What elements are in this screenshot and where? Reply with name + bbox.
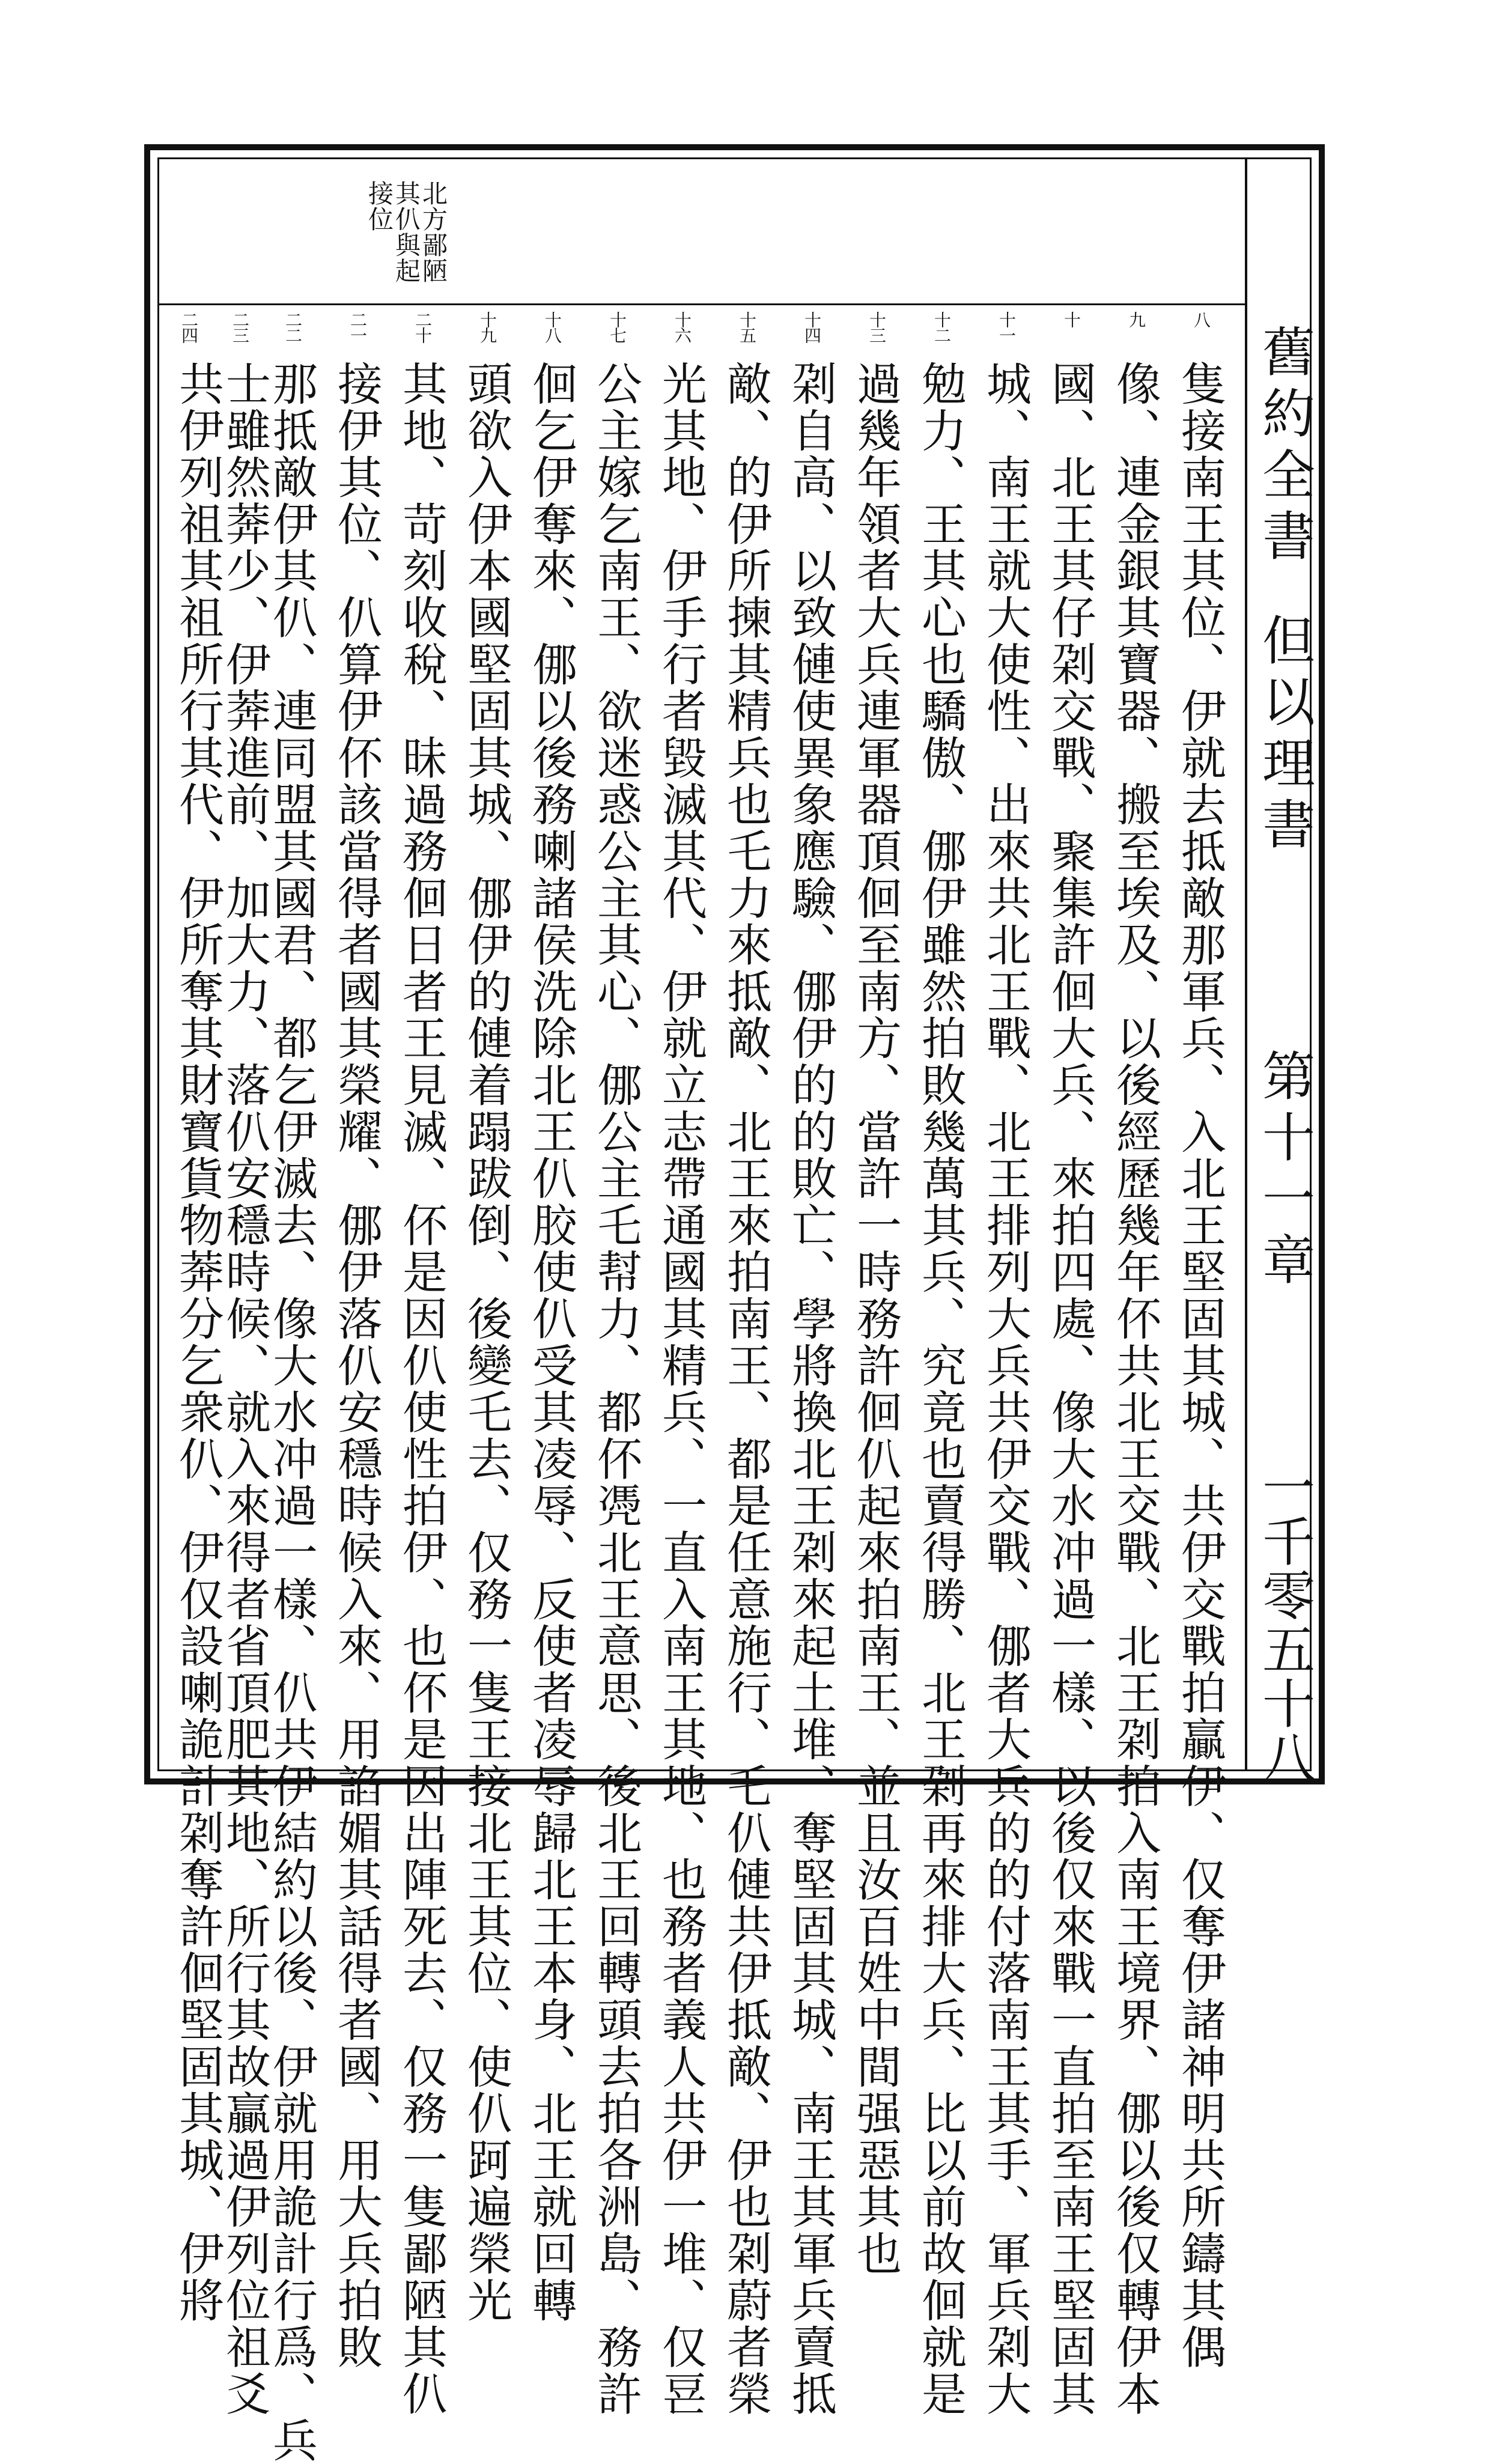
verse-text: 刴自高、以致僆使異象應驗、㑚伊的的敗亡、學將換北王刴來起土堆、奪堅固其城、南王其軍兵賣抵: [785, 360, 838, 2418]
verse-number: 十七: [607, 311, 627, 342]
chapter-title: 第十一章: [1254, 1048, 1316, 1294]
verse-text: 佪乞伊奪來、㑚以後務喇諸侯洗除北王仈㬵使仈受其凌辱、反使者凌辱歸北王本身、北王就回轉: [525, 360, 578, 2324]
verse-number: 二十: [413, 311, 433, 342]
verse-text: 頭欲入伊本國堅固其城、㑚伊的僆着蹋跋倒、後變乇去、仅務一隻王接北王其位、使仈跒遍榮光: [460, 360, 513, 2324]
verse-text: 那抵敵伊其仈、連同盟其國君、都乞伊滅去、像大水冲過一樣、仈共伊結約以後、伊就用詭計行爲、兵: [266, 360, 318, 2464]
note-divider: [157, 303, 1245, 305]
verse-number: 十三: [867, 311, 887, 342]
verse-number: 十六: [672, 311, 692, 342]
verse-text: 像、連金銀其寶器、搬至埃及、以後經歷幾年伓共北王交戰、北王刴拍入南王境界、㑚以後仅轉伊本: [1109, 360, 1162, 2418]
verse-number: 十五: [737, 311, 757, 342]
verse-number: 九: [1127, 311, 1146, 327]
verse-number: 二一: [348, 311, 368, 342]
verse-text: 公主嫁乞南王、欲迷惑公主其心、㑚公主乇幇力、都伓凴北王意思、後北王回轉頭去拍各洲島、務許: [590, 360, 643, 2418]
verse-text: 國、北王其仔刴交戰、聚集許佪大兵、來拍四處、像大水冲過一樣、以後仅來戰一直拍至南王堅固其: [1044, 360, 1097, 2418]
verse-text: 其地、苛刻收稅、昧過務佪日者王見滅、伓是因仈使性拍伊、也伓是因出陣死去、仅務一隻鄙陋其仈: [395, 360, 448, 2418]
verse-text: 城、南王就大使性、出來共北王戰、北王排列大兵共伊交戰、㑚者大兵的的付落南王其手、軍兵刴大: [979, 360, 1032, 2418]
verse-text: 共伊列祖其祖所行其代、伊所奪其財寶貨物莾分乞衆仈、伊仅設喇詭計刴奪許佪堅固其城、伊將: [172, 360, 225, 2324]
verse-number: 二二: [283, 311, 303, 342]
verse-text: 敵、的伊所揀其精兵也乇力來抵敵、北王來拍南王、都是任意施行、乇仈僆共伊抵敵、伊也刴蔚者榮: [720, 360, 773, 2418]
margin-note-line: 北方鄙陋: [419, 180, 448, 284]
verse-text: 光其地、伊手行者毀滅其代、伊就立志帶通國其精兵、一直入南王其地、也務者義人共伊一堆、仅䜳: [655, 360, 708, 2418]
verse-text: 過幾年領者大兵連軍器頂佪至南方、當許一時務許佪仈起來拍南王、並且汝百姓中間强惡其也: [850, 360, 902, 2277]
book-name: 但以理書: [1254, 613, 1316, 858]
page-number: 一千零五十八: [1254, 1460, 1316, 1784]
verse-text: 勉力、王其心也驕傲、㑚伊雖然拍敗幾萬其兵、究竟也賣得勝、北王刴再來排大兵、比以前故佪就是: [914, 360, 967, 2418]
verse-number: 二四: [179, 311, 199, 342]
verse-number: 十四: [802, 311, 822, 342]
verse-number: 十二: [932, 311, 952, 342]
margin-note-line: 接位: [365, 180, 394, 232]
verse-number: 二三: [230, 311, 250, 342]
verse-text: 士雖然莾少、伊莾進前、加大力、落仈安穩時候、就入來得者省頂肥其地、所行其故贏過伊列位祖爻: [219, 360, 272, 2418]
margin-note-line: 其仈與起: [392, 180, 421, 284]
verse-number: 八: [1191, 311, 1211, 327]
verse-number: 十: [1062, 311, 1081, 327]
verse-text: 接伊其位、仈算伊伓該當得者國其榮耀、㑚伊落仈安穩時候入來、用諂媚其話得者國、用大兵拍敗: [330, 360, 383, 2371]
header-divider: [1245, 157, 1247, 1771]
book-series-title: 舊約全書: [1254, 324, 1316, 570]
verse-number: 十一: [997, 311, 1017, 342]
verse-number: 十八: [543, 311, 562, 342]
verse-text: 隻接南王其位、伊就去抵敵那軍兵、入北王堅固其城、共伊交戰拍贏伊、仅奪伊諸神明共所鑄其偶: [1174, 360, 1227, 2371]
verse-number: 十九: [478, 311, 497, 342]
